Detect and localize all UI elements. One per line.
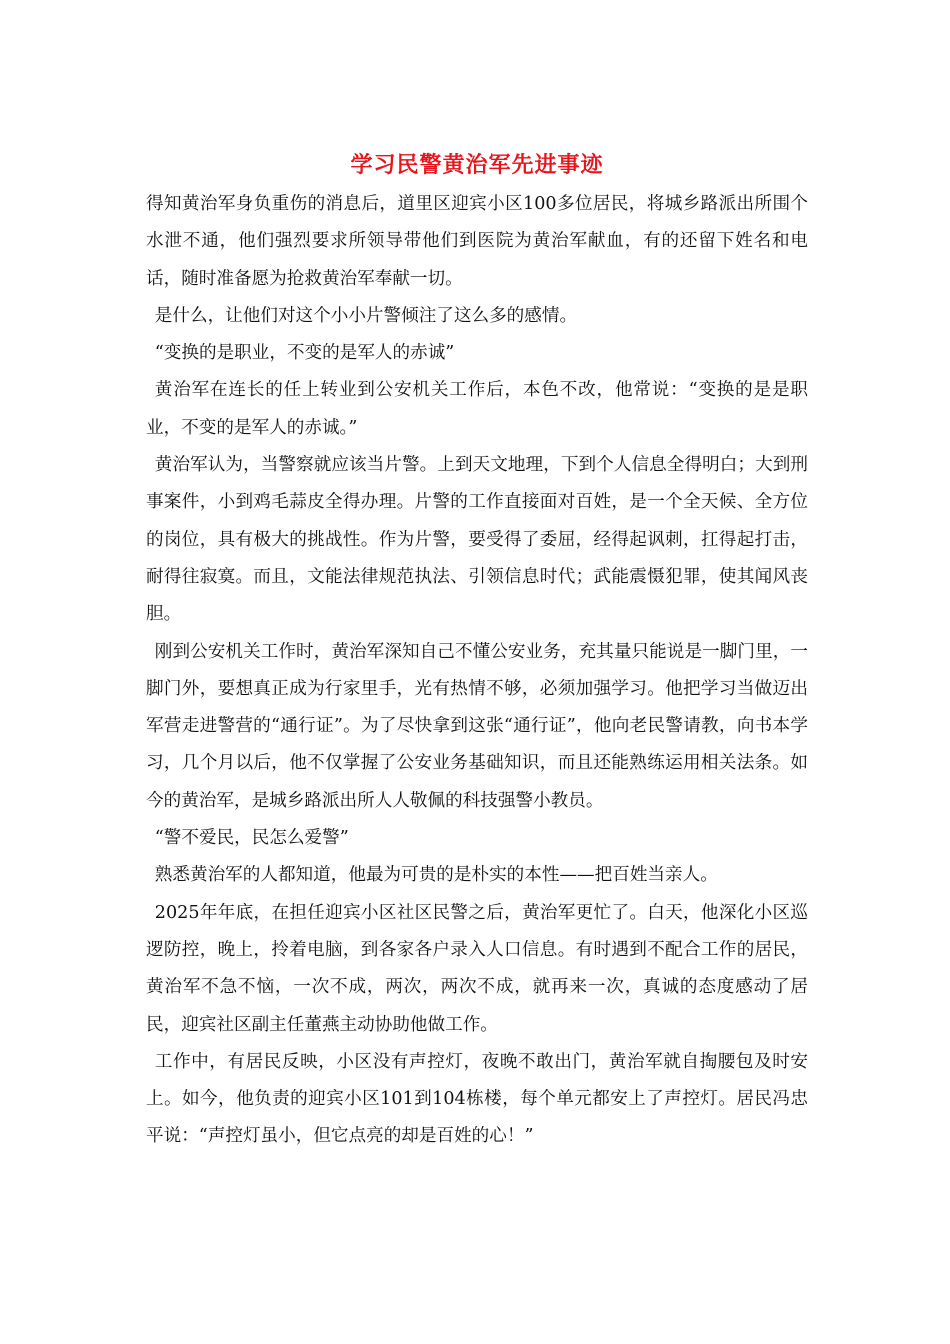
section-heading: “变换的是职业，不变的是军人的赤诚” xyxy=(154,343,455,364)
paragraph: 黄治军认为，当警察就应该当片警。上到天文地理，下到个人信息全得明白；大到刑事案件，小到鸡毛蒜皮全得办理。片警的工作直接面对百姓，是一个全天候、全方位的岗位，具有极大的挑战性。作为片警，要受得了委屈，经得起讽刺，扛得起打击，耐得往寂寞。而且，文能法律规范执法、引领信息时代；武能震慑犯罪，使其闻风丧胆。 xyxy=(146,455,808,625)
document-page xyxy=(146,150,808,1156)
section-heading: “警不爱民，民怎么爱警” xyxy=(154,828,349,849)
paragraph: 黄治军在连长的任上转业到公安机关工作后，本色不改，他常说：“变换的是是职业，不变的是军人的赤诚。” xyxy=(146,380,808,438)
paragraph: 刚到公安机关工作时，黄治军深知自己不懂公安业务，充其量只能说是一脚门里，一脚门外，要想真正成为行家里手，光有热情不够，必须加强学习。他把学习当做迈出军营走进警营的“通行证”。为了尽快拿到这张“通行证”，他向老民警请教，向书本学习，几个月以后，他不仅掌握了公安业务基础知识，而且还能熟练运用相关法条。如今的黄治军，是城乡路派出所人人敬佩的科技强警小教员。 xyxy=(146,641,808,811)
paragraph: 得知黄治军身负重伤的消息后，道里区迎宾小区100多位居民，将城乡路派出所围个水泄不通，他们强烈要求所领导带他们到医院为黄治军献血，有的还留下姓名和电话，随时准备愿为抢救黄治军奉献一切。 xyxy=(146,194,808,289)
paragraph: 是什么，让他们对这个小小片警倾注了这么多的感情。 xyxy=(154,305,578,326)
document-title: 学习民警黄治军先进事迹 xyxy=(350,152,604,178)
paragraph: 2025年年底，在担任迎宾小区社区民警之后，黄治军更忙了。白天，他深化小区巡逻防控，晚上，拎着电脑，到各家各户录入人口信息。有时遇到不配合工作的居民，黄治军不急不恼，一次不成，两次，两次不成，就再来一次，真诚的态度感动了居民，迎宾社区副主任董燕主动协助他做工作。 xyxy=(146,902,808,1035)
paragraph: 熟悉黄治军的人都知道，他最为可贵的是朴实的本性——把百姓当亲人。 xyxy=(154,865,718,886)
paragraph: 工作中，有居民反映，小区没有声控灯，夜晚不敢出门，黄治军就自掏腰包及时安上。如今，他负责的迎宾小区101到104栋楼，每个单元都安上了声控灯。居民冯忠平说：“声控灯虽小，但它点亮的却是百姓的心！” xyxy=(146,1051,808,1147)
document-body xyxy=(146,186,808,1156)
